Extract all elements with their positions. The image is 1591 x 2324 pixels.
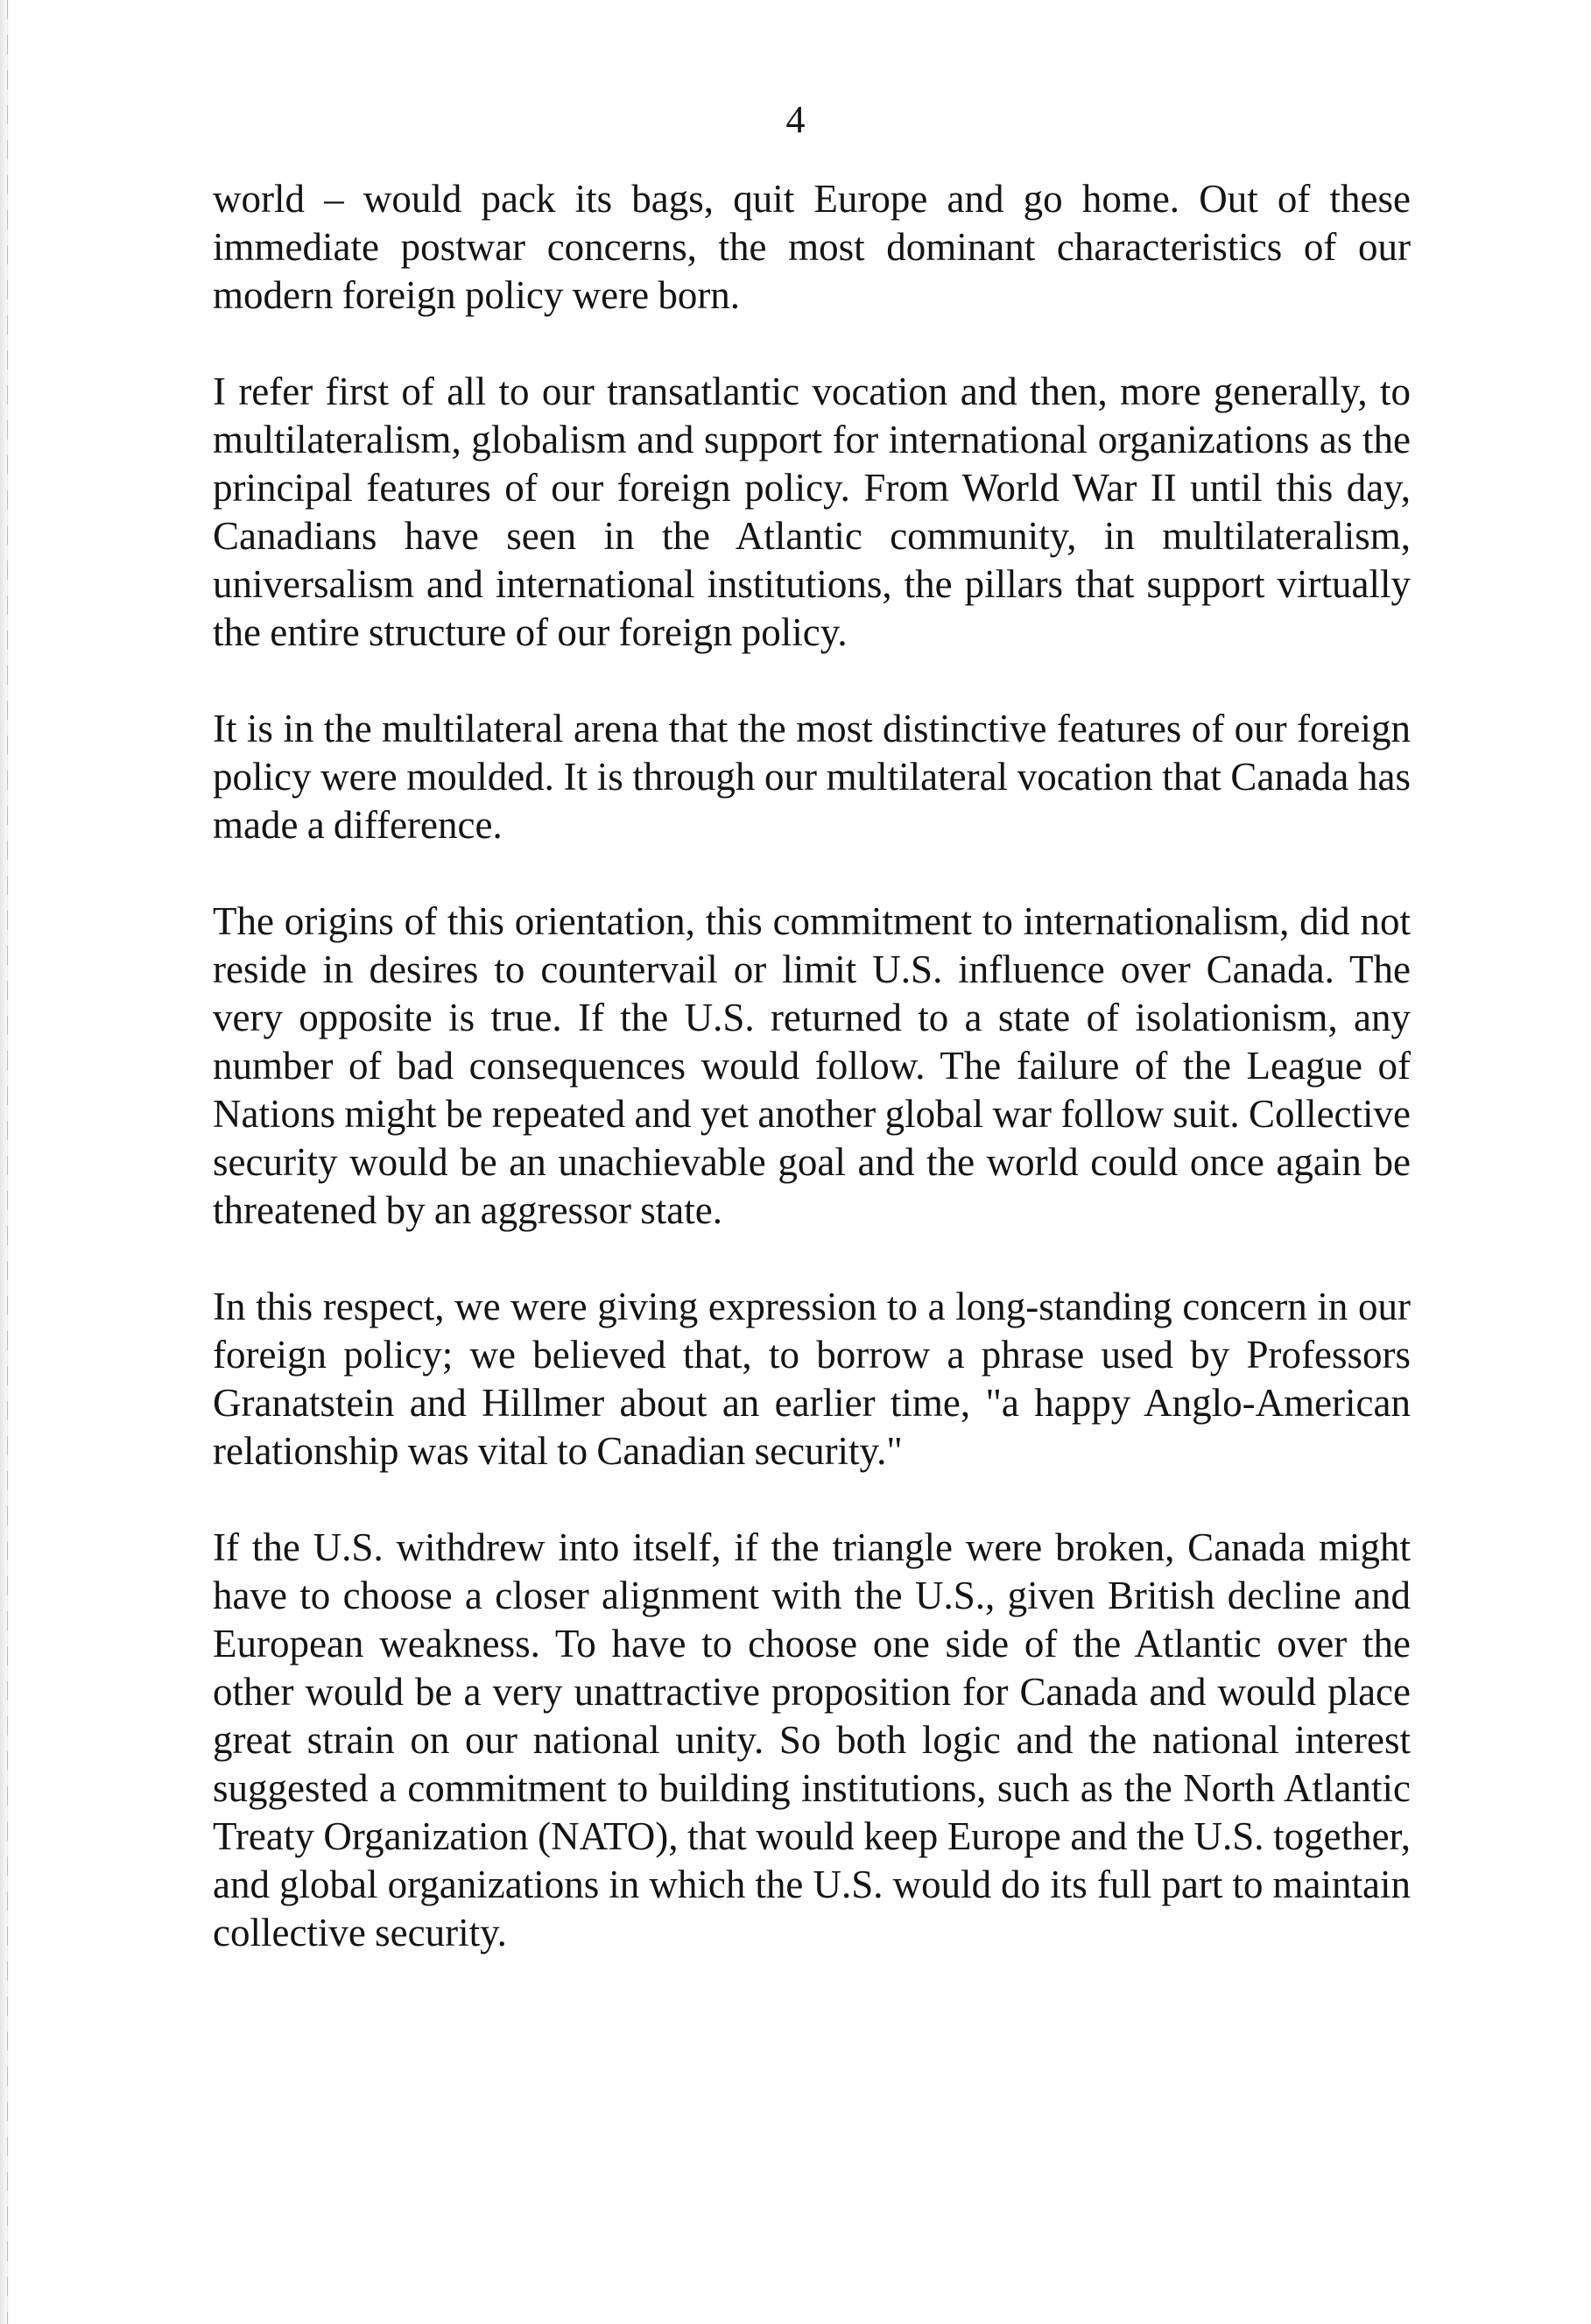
paragraph-4: The origins of this orientation, this commitment to internationalism, did not reside in desires to countervail or limit U.S. influence over Canada. The very opposite is true. If the U.S. returned to a state of isolationism, any number of bad consequences would follow. The failure of the League of Nations might be repeated and yet another global war follow suit. Collective security would be an unachievable goal and the world could once again be threatened by an aggressor state. bbox=[213, 899, 1411, 1232]
paragraph-3: It is in the multilateral arena that the most distinctive features of our foreign policy were moulded. It is through our multilateral vocation that Canada has made a difference. bbox=[213, 707, 1411, 847]
paragraph-1: world – would pack its bags, quit Europe and go home. Out of these immediate postwar concerns, the most dominant characteristics of our modern foreign policy were born. bbox=[213, 177, 1411, 317]
paragraph-5: In this respect, we were giving expression to a long-standing concern in our foreign policy; we believed that, to borrow a phrase used by Professors Granatstein and Hillmer about an earlier time, "a happy Anglo-American relationship was vital to Canadian security." bbox=[213, 1285, 1411, 1473]
scan-edge-shadow bbox=[0, 0, 12, 2324]
scan-edge-line bbox=[7, 0, 8, 2324]
document-body bbox=[213, 175, 1411, 2005]
page-number: 4 bbox=[785, 98, 806, 141]
paragraph-6: If the U.S. withdrew into itself, if the triangle were broken, Canada might have to choose a closer alignment with the U.S., given British decline and European weakness. To have to choose one side of the Atlantic over the other would be a very unattractive proposition for Canada and would place great strain on our national unity. So both logic and the national interest suggested a commitment to building institutions, such as the North Atlantic Treaty Organization (NATO), that would keep Europe and the U.S. together, and global organizations in which the U.S. would do its full part to maintain collective security. bbox=[213, 1525, 1411, 1954]
paragraph-2: I refer first of all to our transatlantic vocation and then, more generally, to multilateralism, globalism and support for international organizations as the principal features of our foreign policy. From World War II until this day, Canadians have seen in the Atlantic community, in multilateralism, universalism and international institutions, the pillars that support virtually the entire structure of our foreign policy. bbox=[213, 370, 1411, 654]
